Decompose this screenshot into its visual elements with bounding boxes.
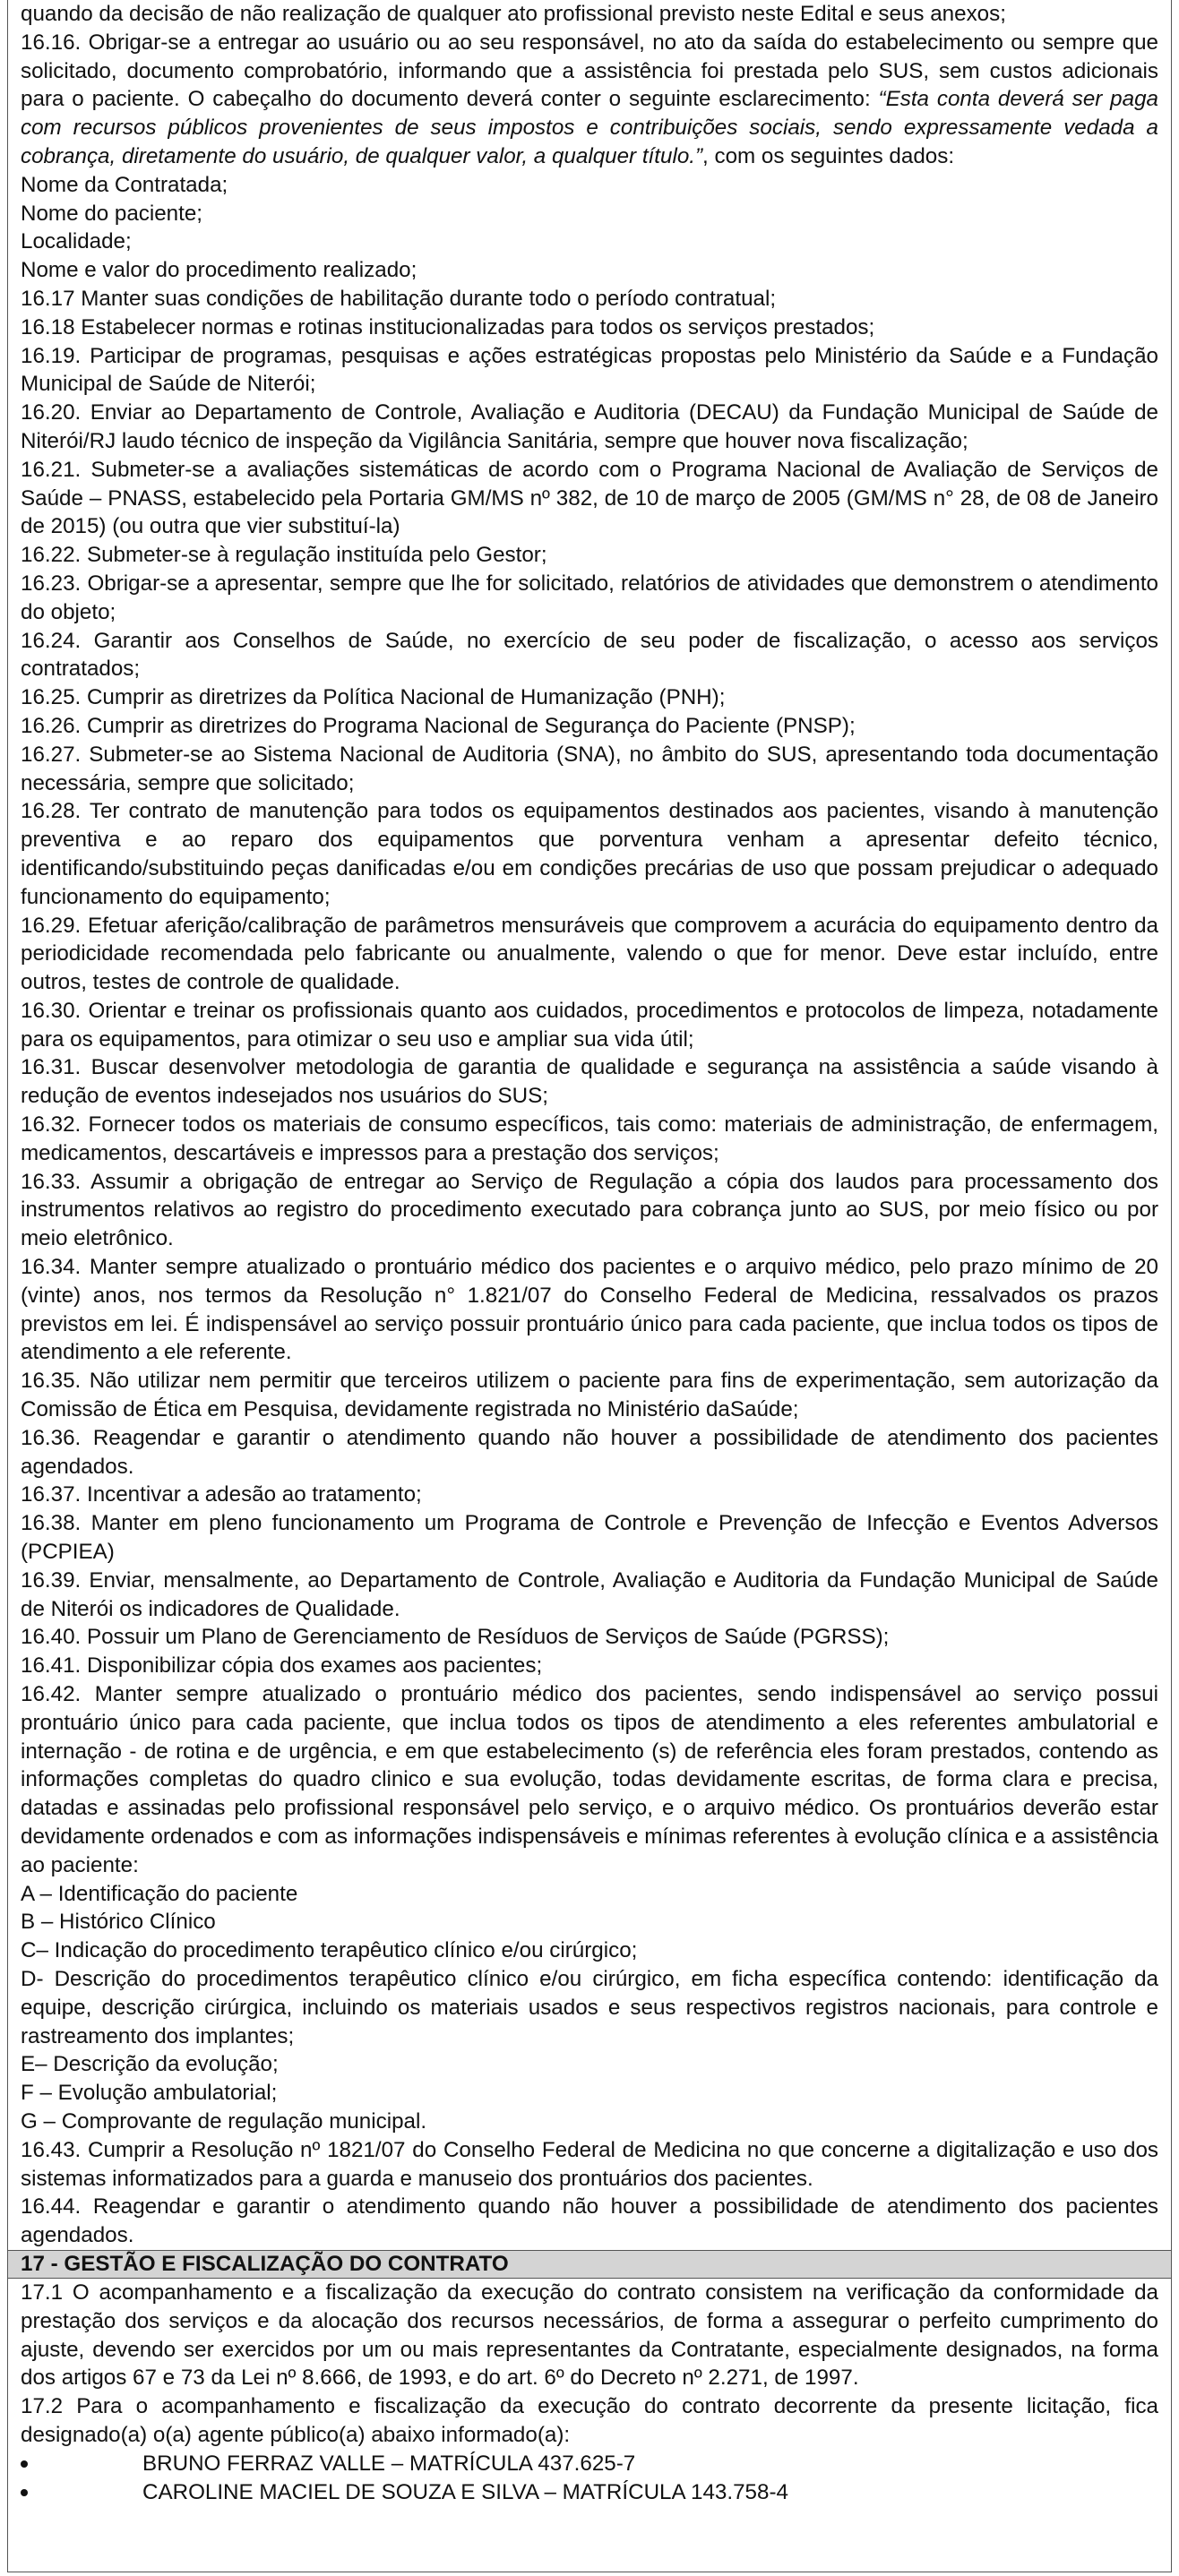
clause-item: 16.25. Cumprir as diretrizes da Política Nacional de Humanização (PNH); bbox=[21, 685, 726, 710]
agent-list-item bbox=[8, 2450, 1171, 2478]
clause-item: 16.42. Manter sempre atualizado o prontuário médico dos pacientes, sendo indispensável ao serviço possui prontuário único para cada paciente, que inclua todos os tipos de atendimento a eles referentes ambulatorial e internação - de rotina e de urgência, e em que estabelecimento (s) de referência eles foram prestados, contendo as informações completas do quadro clinico e sua evolução, todas devidamente escritas, de forma clara e precisa, datadas e assinadas pelo profissional responsável pelo serviço, e o arquivo médico. Os prontuários deverão estar devidamente ordenados e com as informações indispensáveis e mínimas referentes à evolução clínica e a assistência ao paciente: bbox=[21, 1682, 1158, 1877]
clause-item: 16.27. Submeter-se ao Sistema Nacional de Auditoria (SNA), no âmbito do SUS, apresentando toda documentação necessária, sempre que solicitado; bbox=[21, 742, 1158, 795]
clause-item: 16.31. Buscar desenvolver metodologia de garantia de qualidade e segurança na assistência a saúde visando à redução de eventos indesejados nos usuários do SUS; bbox=[21, 1055, 1158, 1109]
data-field: Nome do paciente; bbox=[21, 201, 203, 226]
clause-item: 16.37. Incentivar a adesão ao tratamento; bbox=[21, 1482, 422, 1507]
clause-item: 16.30. Orientar e treinar os profissionais quanto aos cuidados, procedimentos e protocolos de limpeza, notadamente para os equipamentos, para otimizar o seu uso e ampliar sua vida útil; bbox=[21, 998, 1158, 1052]
sub-item: E– Descrição da evolução; bbox=[21, 2052, 279, 2077]
agent-name: BRUNO FERRAZ VALLE – MATRÍCULA 437.625-7 bbox=[142, 2451, 636, 2476]
clause-item: 16.22. Submeter-se à regulação instituída pelo Gestor; bbox=[21, 543, 547, 568]
sub-item: G – Comprovante de regulação municipal. bbox=[21, 2108, 427, 2134]
section-17-body bbox=[8, 2279, 1171, 2450]
paragraph: quando da decisão de não realização de qualquer ato profissional previsto neste Edital e seus anexos; bbox=[21, 2, 1006, 26]
clause-item: 16.24. Garantir aos Conselhos de Saúde, no exercício de seu poder de fiscalização, o acesso aos serviços contratados; bbox=[21, 628, 1158, 682]
clause-item: 16.38. Manter em pleno funcionamento um Programa de Controle e Prevenção de Infecção e Eventos Adversos (PCPIEA) bbox=[21, 1511, 1158, 1565]
clause-item: 17.2 Para o acompanhamento e fiscalização da execução do contrato decorrente da presente licitação, fica designado(a) o(a) agente público(a) abaixo informado(a): bbox=[21, 2394, 1158, 2447]
clause-item: 16.35. Não utilizar nem permitir que terceiros utilizem o paciente para fins de experimentação, sem autorização da Comissão de Ética em Pesquisa, devidamente registrada no Ministério daSaúde; bbox=[21, 1369, 1158, 1422]
item-16-16 bbox=[21, 29, 1158, 171]
clause-item: 16.33. Assumir a obrigação de entregar ao Serviço de Regulação a cópia dos laudos para processamento dos instrumentos relativos ao registro do procedimento executado para cobrança junto ao SUS, por meio físico ou por meio eletrônico. bbox=[21, 1169, 1158, 1251]
clause-item: 16.43. Cumprir a Resolução nº 1821/07 do Conselho Federal de Medicina no que concerne a digitalização e uso dos sistemas informatizados para a guarda e manuseio dos prontuários dos pacientes. bbox=[21, 2137, 1158, 2191]
clause-item: 17.1 O acompanhamento e a fiscalização da execução do contrato consistem na verificação da conformidade da prestação dos serviços e da alocação dos recursos necessários, de forma a assegurar o perfeito cumprimento do ajuste, devendo ser exercidos por um ou mais representantes da Contratante, especialmente designados, na forma dos artigos 67 e 73 da Lei nº 8.666, de 1993, e do art. 6º do Decreto nº 2.271, de 1997. bbox=[21, 2280, 1158, 2391]
bullet-icon bbox=[21, 2489, 28, 2496]
clause-item: 16.32. Fornecer todos os materiais de consumo específicos, tais como: materiais de administração, de enfermagem, medicamentos, descartáveis e impressos para a prestação dos serviços; bbox=[21, 1112, 1158, 1165]
section-16-continued bbox=[8, 0, 1171, 2250]
sub-item: B – Histórico Clínico bbox=[21, 1910, 216, 1935]
bullet-icon bbox=[21, 2460, 28, 2468]
sub-item: A – Identificação do paciente bbox=[21, 1881, 298, 1906]
sub-item: F – Evolução ambulatorial; bbox=[21, 2081, 278, 2106]
agent-name: CAROLINE MACIEL DE SOUZA E SILVA – MATRÍCULA 143.758-4 bbox=[142, 2479, 788, 2504]
clause-item: 16.40. Possuir um Plano de Gerenciamento de Resíduos de Serviços de Saúde (PGRSS); bbox=[21, 1625, 890, 1650]
sub-item: C– Indicação do procedimento terapêutico clínico e/ou cirúrgico; bbox=[21, 1938, 638, 1963]
agent-list-item bbox=[8, 2478, 1171, 2507]
clause-item: 16.23. Obrigar-se a apresentar, sempre que lhe for solicitado, relatórios de atividades que demonstrem o atendimento do objeto; bbox=[21, 571, 1158, 624]
clause-item: 16.20. Enviar ao Departamento de Controle, Avaliação e Auditoria (DECAU) da Fundação Municipal de Saúde de Niterói/RJ laudo técnico de inspeção da Vigilância Sanitária, sempre que houver nova fiscalização; bbox=[21, 400, 1158, 453]
document-page bbox=[7, 0, 1172, 2572]
item-16-16-lead: 16.16. Obrigar-se a entregar ao usuário ou ao seu responsável, no ato da saída do estabelecimento ou sempre que solicitado, documento comprobatório, informando que a assistência foi prestada pelo SUS, sem custos adicionais para o paciente. O cabeçalho do documento deverá conter o seguinte esclarecimento: bbox=[21, 30, 1158, 112]
clause-item: 16.21. Submeter-se a avaliações sistemáticas de acordo com o Programa Nacional de Avaliação de Serviços de Saúde – PNASS, estabelecido pela Portaria GM/MS nº 382, de 10 de março de 2005 (GM/MS n° 28, de 08 de Janeiro de 2015) (ou outra que vier substituí-la) bbox=[21, 457, 1158, 539]
item-16-16-quote: “Esta conta deverá ser paga com recursos públicos provenientes de seus impostos e contribuições sociais, sendo expressamente vedada a cobrança, diretamente do usuário, de qualquer valor, a qualquer título.” bbox=[21, 87, 1158, 168]
clause-item: 16.34. Manter sempre atualizado o prontuário médico dos pacientes e o arquivo médico, pelo prazo mínimo de 20 (vinte) anos, nos termos da Resolução n° 1.821/07 do Conselho Federal de Medicina, ressalvados os prazos previstos em lei. É indispensável ao serviço possuir prontuário único para cada paciente, que inclua todos os tipos de atendimento a ele referente. bbox=[21, 1255, 1158, 1365]
sub-item: D- Descrição do procedimentos terapêutico clínico e/ou cirúrgico, em ficha específica contendo: identificação da equipe, descrição cirúrgica, incluindo os materiais usados e seus respectivos registros nacionais, para controle e rastreamento dos implantes; bbox=[21, 1966, 1158, 2048]
clause-item: 16.28. Ter contrato de manutenção para todos os equipamentos destinados aos pacientes, visando à manutenção preventiva e ao reparo dos equipamentos que porventura venham a apresentar defeito técnico, identificando/substituindo peças danificadas e/ou em condições precárias de uso que possam prejudicar o adequado funcionamento do equipamento; bbox=[21, 799, 1158, 909]
data-field: Nome da Contratada; bbox=[21, 172, 228, 197]
clause-item: 16.17 Manter suas condições de habilitação durante todo o período contratual; bbox=[21, 286, 777, 311]
clause-item: 16.39. Enviar, mensalmente, ao Departamento de Controle, Avaliação e Auditoria da Fundação Municipal de Saúde de Niterói os indicadores de Qualidade. bbox=[21, 1567, 1158, 1621]
item-16-16-tail: , com os seguintes dados: bbox=[702, 143, 955, 168]
clause-item: 16.44. Reagendar e garantir o atendimento quando não houver a possibilidade de atendimento dos pacientes agendados. bbox=[21, 2194, 1158, 2248]
clause-item: 16.36. Reagendar e garantir o atendimento quando não houver a possibilidade de atendimento dos pacientes agendados. bbox=[21, 1425, 1158, 1479]
clause-item: 16.18 Estabelecer normas e rotinas institucionalizadas para todos os serviços prestados; bbox=[21, 314, 875, 339]
section-17-heading: 17 - GESTÃO E FISCALIZAÇÃO DO CONTRATO bbox=[8, 2250, 1171, 2279]
data-field: Nome e valor do procedimento realizado; bbox=[21, 258, 417, 283]
data-field: Localidade; bbox=[21, 229, 132, 254]
clause-item: 16.29. Efetuar aferição/calibração de parâmetros mensuráveis que comprovem a acurácia do equipamento dentro da periodicidade recomendada pelo fabricante ou anualmente, valendo o que for menor. Deve estar incluído, entre outros, testes de controle de qualidade. bbox=[21, 913, 1158, 995]
clause-item: 16.41. Disponibilizar cópia dos exames aos pacientes; bbox=[21, 1653, 543, 1679]
clause-item: 16.26. Cumprir as diretrizes do Programa Nacional de Segurança do Paciente (PNSP); bbox=[21, 713, 856, 738]
clause-item: 16.19. Participar de programas, pesquisas e ações estratégicas propostas pelo Ministério da Saúde e a Fundação Municipal de Saúde de Niterói; bbox=[21, 343, 1158, 397]
